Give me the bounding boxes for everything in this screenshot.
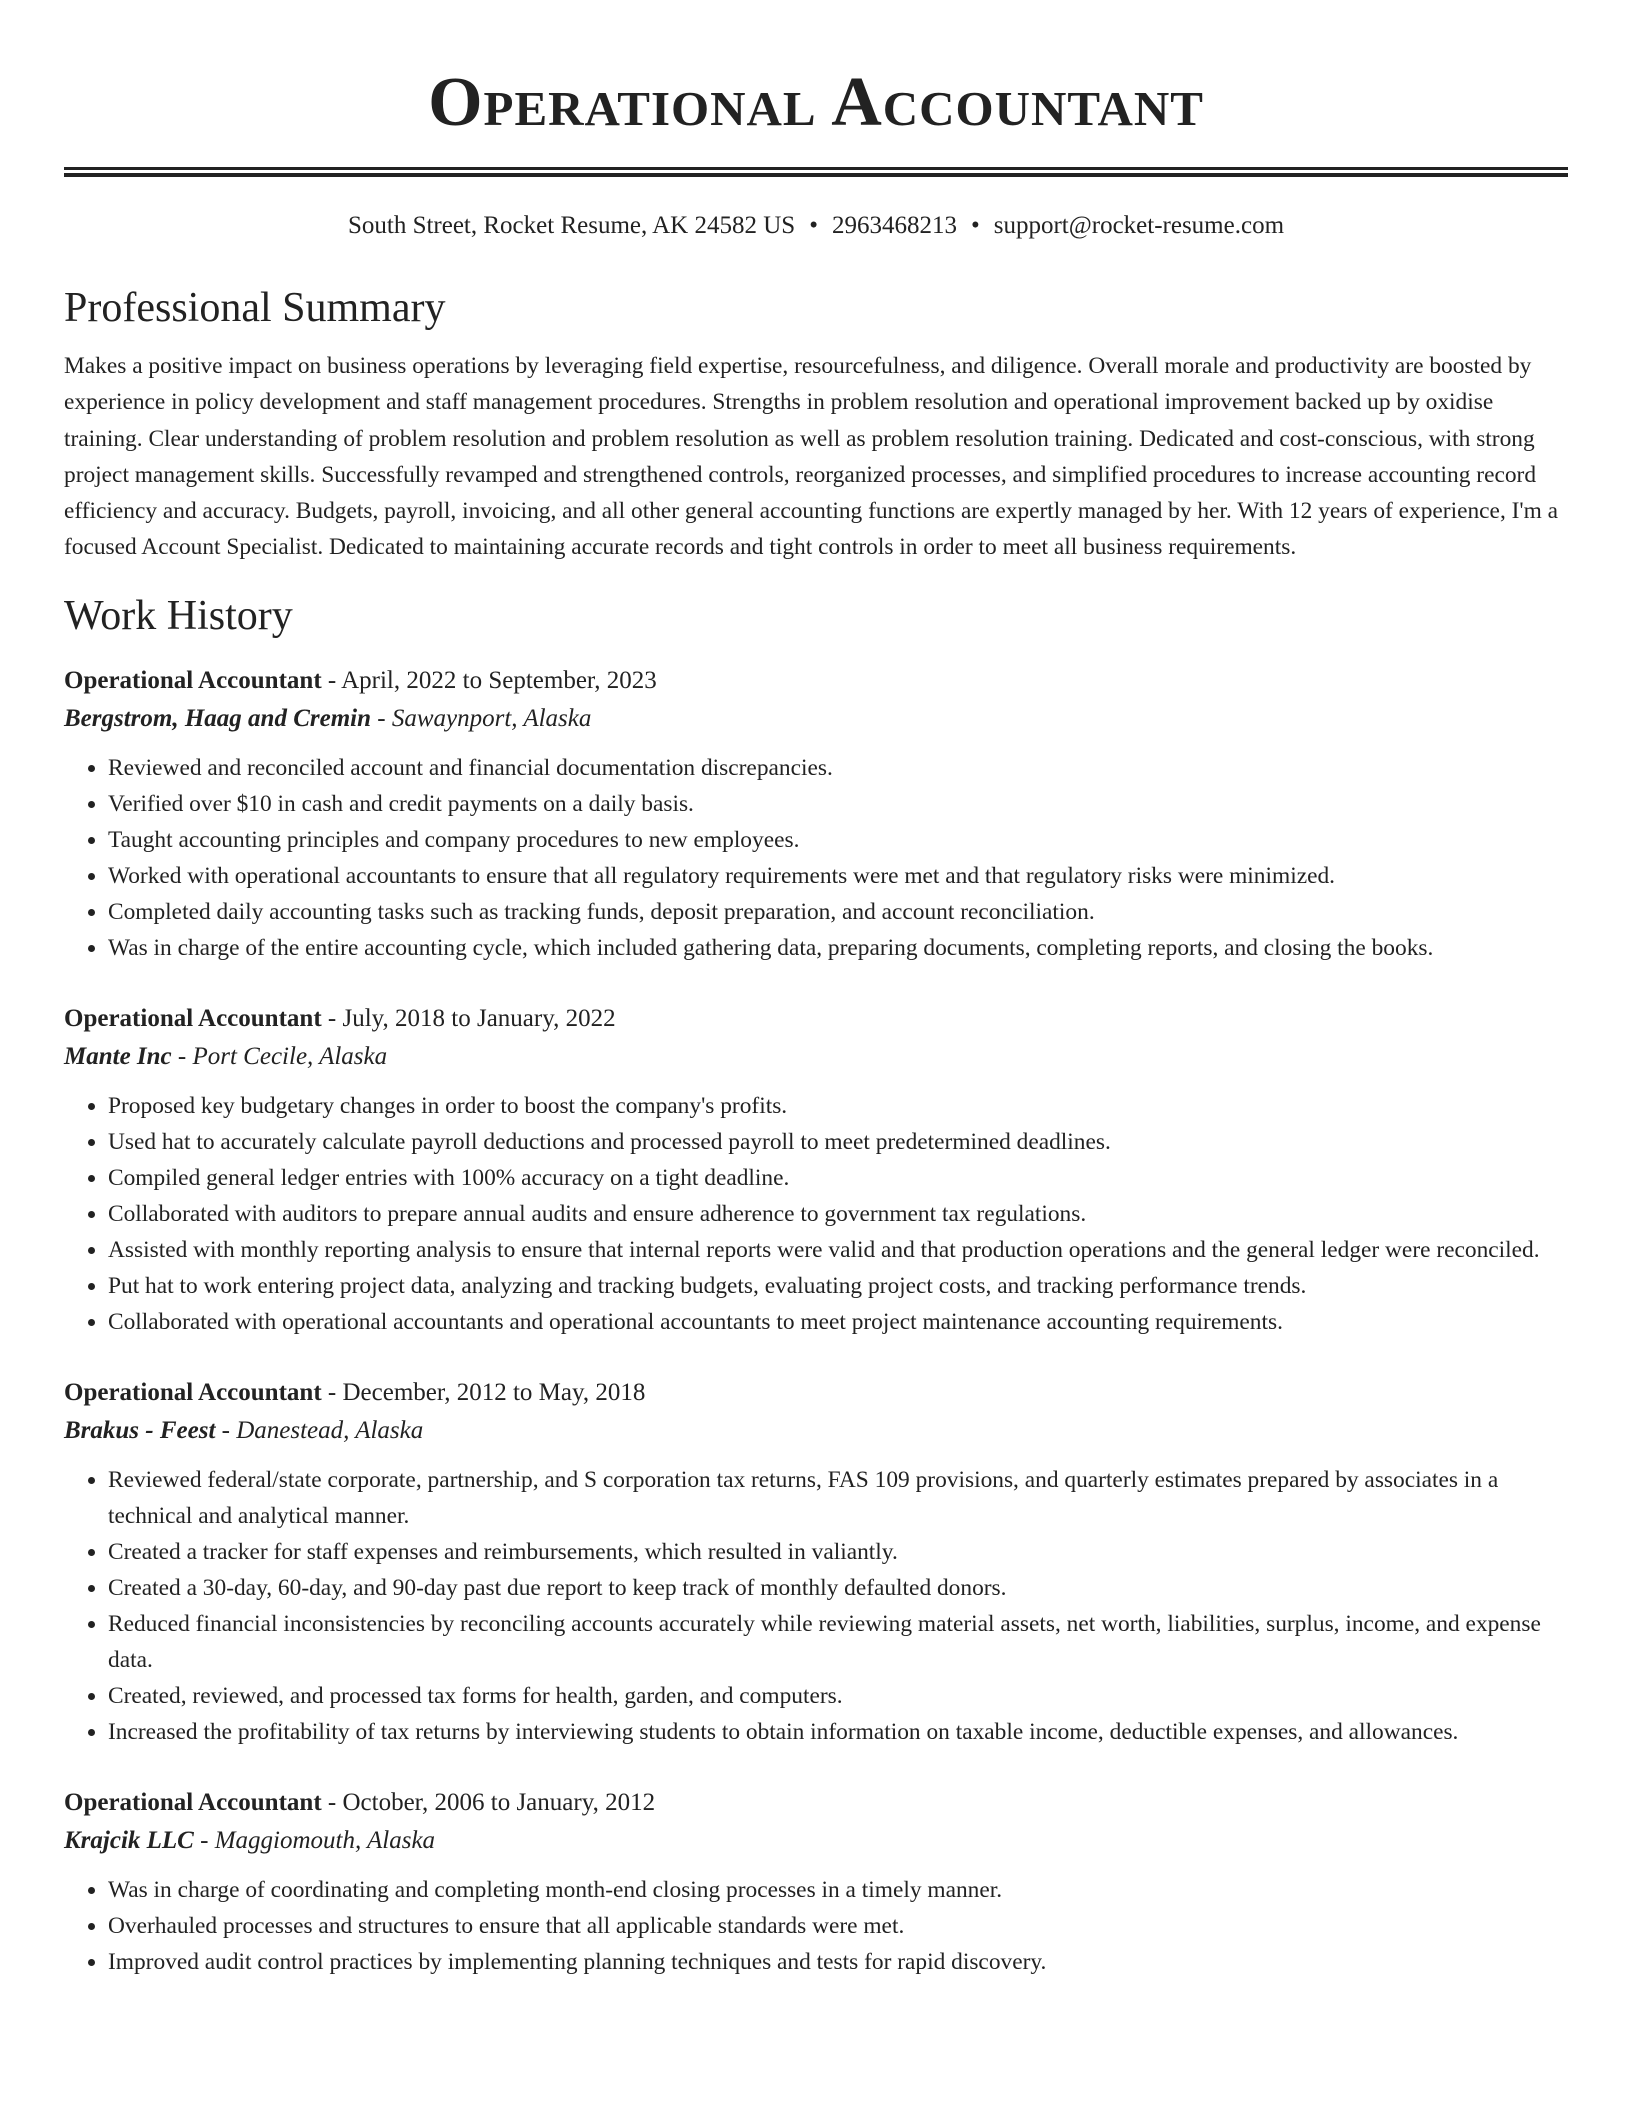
job-role: Operational Accountant xyxy=(64,1378,322,1406)
job-role: Operational Accountant xyxy=(64,666,322,694)
job-title-line xyxy=(64,1784,1568,1822)
job-bullets xyxy=(64,1462,1568,1750)
job-dates: July, 2018 to January, 2022 xyxy=(342,1004,616,1032)
job-title-line xyxy=(64,1374,1568,1412)
contact-separator: • xyxy=(809,212,818,239)
job-company: Brakus - Feest xyxy=(64,1416,216,1444)
job-dash: - xyxy=(321,1378,343,1406)
list-item: • Created, reviewed, and processed tax forms for health, garden, and computers. xyxy=(108,1678,1568,1714)
list-item: • Collaborated with auditors to prepare annual audits and ensure adherence to government tax regulations. xyxy=(108,1196,1568,1232)
job-role: Operational Accountant xyxy=(64,1788,322,1816)
list-item: • Increased the profitability of tax returns by interviewing students to obtain information on taxable income, deductible expenses, and allowances. xyxy=(108,1714,1568,1750)
list-item: • Used hat to accurately calculate payroll deductions and processed payroll to meet predetermined deadlines. xyxy=(108,1124,1568,1160)
job-entry xyxy=(64,1784,1568,1980)
contact-email: support@rocket-resume.com xyxy=(993,212,1285,239)
job-dates: December, 2012 to May, 2018 xyxy=(342,1378,646,1406)
list-item: • Put hat to work entering project data, analyzing and tracking budgets, evaluating project costs, and tracking performance trends. xyxy=(108,1268,1568,1304)
job-company-line xyxy=(64,1822,1568,1860)
list-item: • Improved audit control practices by implementing planning techniques and tests for rapid discovery. xyxy=(108,1944,1568,1980)
job-title-line xyxy=(64,662,1568,700)
list-item: • Completed daily accounting tasks such as tracking funds, deposit preparation, and account reconciliation. xyxy=(108,894,1568,930)
job-company: Krajcik LLC xyxy=(64,1826,194,1854)
job-dash: - xyxy=(321,1004,343,1032)
work-history-heading: Work History xyxy=(64,592,293,639)
list-item: • Overhauled processes and structures to ensure that all applicable standards were met. xyxy=(108,1908,1568,1944)
work-history-list xyxy=(64,662,1568,1980)
list-item: • Reduced financial inconsistencies by reconciling accounts accurately while reviewing material assets, net worth, liabilities, surplus, income, and expense data. xyxy=(108,1606,1568,1678)
job-entry xyxy=(64,662,1568,966)
job-entry xyxy=(64,1374,1568,1750)
contact-line xyxy=(64,210,1568,242)
job-company-line xyxy=(64,1038,1568,1076)
job-location: Maggiomouth, Alaska xyxy=(214,1826,436,1854)
list-item: • Reviewed federal/state corporate, partnership, and S corporation tax returns, FAS 109 provisions, and quarterly estimates prepared by associates in a technical and analytical manner. xyxy=(108,1462,1568,1534)
job-company: Bergstrom, Haag and Cremin xyxy=(64,704,371,732)
job-entry xyxy=(64,1000,1568,1340)
header-double-rule xyxy=(64,167,1568,177)
job-company: Mante Inc xyxy=(64,1042,172,1070)
job-dash: - xyxy=(321,666,342,694)
job-dash: - xyxy=(371,704,392,732)
list-item: • Reviewed and reconciled account and financial documentation discrepancies. xyxy=(108,750,1568,786)
job-dash: - xyxy=(321,1788,343,1816)
list-item: • Assisted with monthly reporting analysis to ensure that internal reports were valid and that production operations and the general ledger were reconciled. xyxy=(108,1232,1568,1268)
list-item: • Created a tracker for staff expenses and reimbursements, which resulted in valiantly. xyxy=(108,1534,1568,1570)
list-item: • Created a 30-day, 60-day, and 90-day past due report to keep track of monthly defaulted donors. xyxy=(108,1570,1568,1606)
contact-address: South Street, Rocket Resume, AK 24582 US xyxy=(347,212,796,239)
summary-text: Makes a positive impact on business operations by leveraging field expertise, resourcefulness, and diligence. Overall morale and productivity are boosted by experience in policy development and staff management procedures. Strengths in problem resolution and operational improvement backed up by oxidise training. Clear understanding of problem resolution and problem resolution as well as problem resolution training. Dedicated and cost-conscious, with strong project management skills. Successfully revamped and strengthened controls, reorganized processes, and simplified procedures to increase accounting record efficiency and accuracy. Budgets, payroll, invoicing, and all other general accounting functions are expertly managed by her. With 12 years of experience, I'm a focused Account Specialist. Dedicated to maintaining accurate records and tight controls in order to meet all business requirements. xyxy=(64,353,1559,561)
list-item: • Collaborated with operational accountants and operational accountants to meet project maintenance accounting requirements. xyxy=(108,1304,1568,1340)
job-dates: April, 2022 to September, 2023 xyxy=(341,666,657,694)
list-item: • Taught accounting principles and company procedures to new employees. xyxy=(108,822,1568,858)
list-item: • Compiled general ledger entries with 100% accuracy on a tight deadline. xyxy=(108,1160,1568,1196)
job-bullets xyxy=(64,750,1568,966)
job-company-line xyxy=(64,700,1568,738)
contact-phone: 2963468213 xyxy=(831,212,957,239)
job-title-line xyxy=(64,1000,1568,1038)
page-title: Operational Accountant xyxy=(428,64,1204,141)
contact-separator: • xyxy=(970,212,980,239)
list-item: • Was in charge of the entire accounting cycle, which included gathering data, preparing documents, completing reports, and closing the books. xyxy=(108,930,1568,966)
summary-heading: Professional Summary xyxy=(64,285,446,331)
resume-page xyxy=(64,0,1568,1980)
list-item: • Proposed key budgetary changes in order to boost the company's profits. xyxy=(108,1088,1568,1124)
list-item: • Worked with operational accountants to ensure that all regulatory requirements were met and that regulatory risks were minimized. xyxy=(108,858,1568,894)
job-role: Operational Accountant xyxy=(64,1004,322,1032)
job-location: Danestead, Alaska xyxy=(236,1416,424,1444)
job-location: Sawaynport, Alaska xyxy=(391,704,592,732)
job-location: Port Cecile, Alaska xyxy=(192,1042,388,1070)
job-dash: - xyxy=(171,1042,193,1070)
job-company-line xyxy=(64,1412,1568,1450)
job-bullets xyxy=(64,1872,1568,1980)
job-dates: October, 2006 to January, 2012 xyxy=(342,1788,656,1816)
list-item: • Verified over $10 in cash and credit payments on a daily basis. xyxy=(108,786,1568,822)
list-item: • Was in charge of coordinating and completing month-end closing processes in a timely manner. xyxy=(108,1872,1568,1908)
job-dash: - xyxy=(193,1826,215,1854)
job-dash: - xyxy=(215,1416,237,1444)
job-bullets xyxy=(64,1088,1568,1340)
